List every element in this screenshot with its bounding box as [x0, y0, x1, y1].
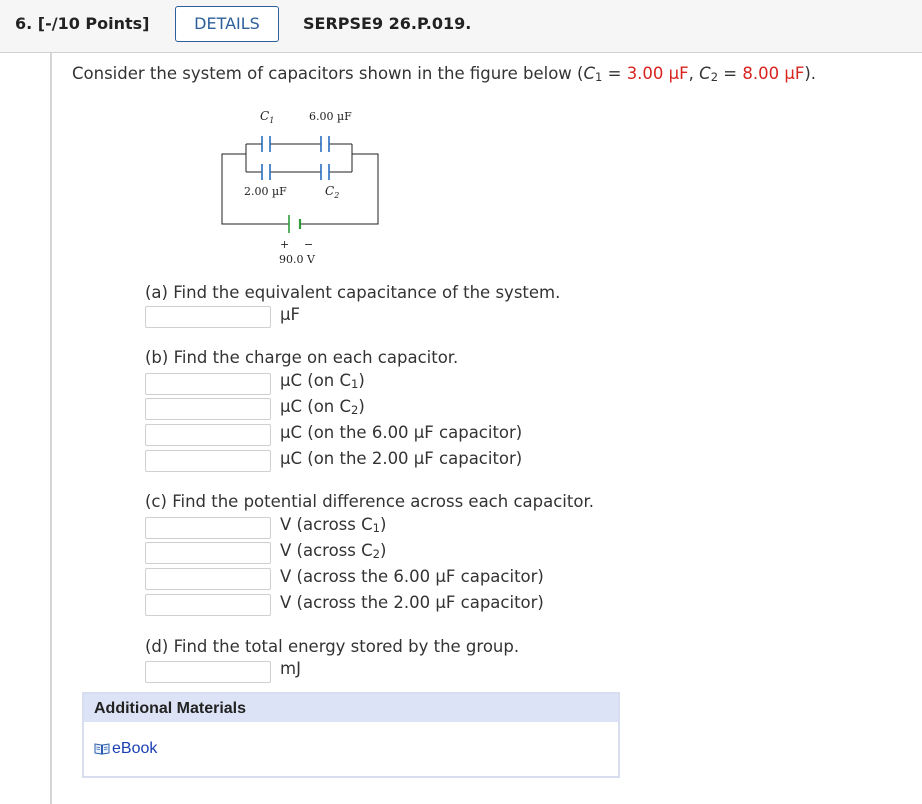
part-b-input-c2[interactable] [145, 398, 271, 420]
part-a-unit: µF [280, 305, 300, 324]
part-c-input-c1[interactable] [145, 517, 271, 539]
part-a-question: (a) Find the equivalent capacitance of the system. [145, 283, 561, 302]
part-c-input-6uf[interactable] [145, 568, 271, 590]
circuit-diagram [218, 103, 388, 265]
additional-materials-panel [82, 692, 620, 778]
part-d-unit: mJ [280, 659, 301, 678]
battery-icon [289, 215, 300, 233]
points-label: 6. [-/10 Points] [15, 14, 150, 33]
svg-text:−: − [304, 238, 314, 251]
c2-value: 8.00 µF [742, 64, 805, 83]
part-c-question: (c) Find the potential difference across each capacitor. [145, 492, 594, 511]
additional-materials-header [84, 694, 618, 722]
part-b-question: (b) Find the charge on each capacitor. [145, 348, 459, 367]
part-b-unit-c2: µC (on $C_2$) [280, 397, 365, 417]
ebook-link[interactable] [94, 740, 157, 758]
problem-statement: Consider the system of capacitors shown in the figure below ($C_1 = 3.00$ µF, $C_2 = 8.00$ µF). [72, 64, 817, 84]
part-b-input-c1[interactable] [145, 373, 271, 395]
part-d-input[interactable] [145, 661, 271, 683]
svg-text:+: + [280, 238, 290, 251]
part-c-unit-c1: V (across $C_1$) [280, 515, 387, 535]
part-b-unit-6uf: µC (on the 6.00 µF capacitor) [280, 423, 523, 442]
book-icon [94, 742, 110, 755]
ebook-label: eBook [112, 740, 158, 757]
svg-text:C1: $C_1$ [260, 109, 275, 125]
details-button[interactable]: DETAILS [175, 6, 279, 42]
additional-materials-title: Additional Materials [94, 700, 247, 717]
part-c-unit-2uf: V (across the 2.00 µF capacitor) [280, 593, 544, 612]
part-b-unit-2uf: µC (on the 2.00 µF capacitor) [280, 449, 523, 468]
problem-code: SERPSE9 26.P.019. [303, 14, 472, 33]
part-c-input-c2[interactable] [145, 542, 271, 564]
part-b-input-2uf[interactable] [145, 450, 271, 472]
part-b-unit-c1: µC (on $C_1$) [280, 371, 365, 391]
c1-value: 3.00 µF [626, 64, 689, 83]
svg-text:90.0 V: 90.0 V [279, 253, 315, 265]
part-c-input-2uf[interactable] [145, 594, 271, 616]
svg-text:C2: $C_2$ [325, 184, 340, 200]
left-border [50, 53, 52, 804]
svg-text:2.00 µF: 2.00 µF [244, 185, 287, 198]
part-d-question: (d) Find the total energy stored by the group. [145, 637, 520, 656]
part-a-input[interactable] [145, 306, 271, 328]
question-header [0, 0, 922, 53]
part-c-unit-6uf: V (across the 6.00 µF capacitor) [280, 567, 544, 586]
svg-text:6.00 µF: 6.00 µF [309, 110, 352, 123]
part-c-unit-c2: V (across $C_2$) [280, 541, 387, 561]
part-b-input-6uf[interactable] [145, 424, 271, 446]
